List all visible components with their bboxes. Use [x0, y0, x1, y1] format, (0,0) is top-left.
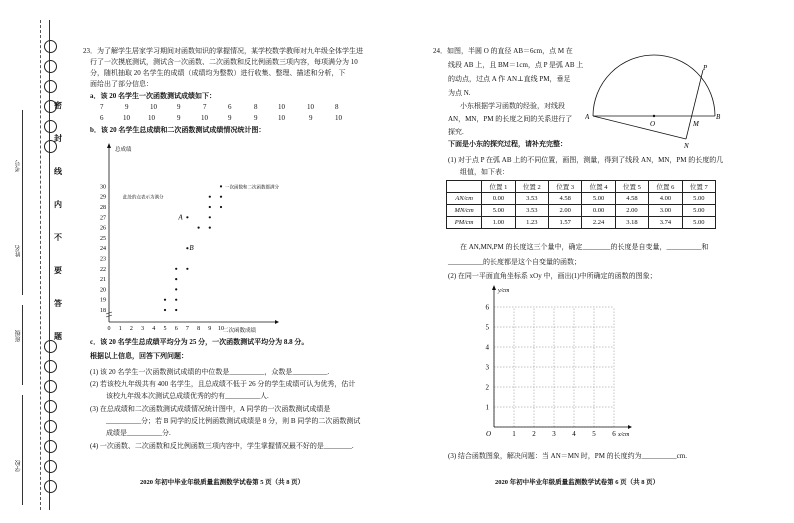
- table-cell: 3.00: [649, 205, 682, 217]
- score-cell: 6: [228, 103, 232, 111]
- x-tick-label: 5: [163, 326, 167, 332]
- data-point: [186, 216, 188, 218]
- label-N: N: [684, 142, 689, 150]
- y-tick-label: 29: [100, 194, 106, 201]
- y-axis-arrow: [492, 285, 496, 290]
- q24-intro-line: 探究.: [448, 128, 464, 136]
- data-point: [209, 227, 211, 229]
- data-point: [175, 268, 177, 270]
- y-axis-arrow: [107, 143, 111, 148]
- data-point: [209, 206, 211, 208]
- chart-annotation: 此处的点表示为满分: [123, 194, 164, 200]
- table-cell: 5.00: [682, 217, 715, 229]
- data-point: [175, 288, 177, 290]
- binding-hole: [44, 380, 57, 393]
- table-header-row: [447, 181, 716, 193]
- q23-part-a-title: a．该 20 名学生一次函数测试成绩如下：: [90, 92, 216, 100]
- q24-step-1: (1) 对于点 P 在弧 AB 上的不同位置，画图，测量，得到了线段 AN，MN，PM 的长度的几: [448, 156, 724, 164]
- data-point: [209, 216, 211, 218]
- binding-hole: [44, 420, 57, 433]
- table-header-cell: 位置 7: [682, 181, 715, 193]
- binding-hole: [44, 400, 57, 413]
- seal-char: 封: [54, 134, 62, 143]
- y-tick-label: 3: [485, 363, 489, 372]
- x-axis-arrow: [628, 425, 632, 429]
- table-cell: 2.00: [549, 205, 582, 217]
- data-point: [175, 309, 177, 311]
- q24-step-1-cont: 组值，如下表：: [460, 168, 509, 176]
- score-cell: 9: [228, 114, 232, 122]
- seal-char: 密: [54, 101, 62, 110]
- y-tick-label: 6: [485, 303, 489, 312]
- origin-label: O: [486, 430, 492, 438]
- x-tick-label: 10: [218, 326, 224, 332]
- table-cell: AN/cm: [447, 193, 482, 205]
- score-cell: 10: [278, 114, 285, 122]
- page-footer-right: 2020 年初中毕业年级质量监测数学试卷第 6 页（共 8 页）: [495, 479, 660, 486]
- y-tick-label: 2: [485, 383, 489, 392]
- name-line: [22, 225, 23, 295]
- table-header-cell: 位置 2: [515, 181, 548, 193]
- q24-intro-line: 的动点，过点 A 作 AN⊥直线 PM，垂足: [448, 75, 571, 83]
- q23-intro-line: 分，随机抽取 20 名学生的成绩（成绩均为整数）进行收集、整理、描述和分析，下: [90, 69, 346, 77]
- binding-hole: [44, 80, 57, 93]
- measurement-table: [446, 180, 716, 229]
- table-cell: 2.24: [582, 217, 615, 229]
- seal-char: 要: [54, 266, 62, 275]
- q23-part-b-title: b．该 20 名学生总成绩和二次函数测试成绩情况统计图：: [90, 126, 266, 134]
- name-label: 姓名: [16, 245, 22, 257]
- x-axis-arrow: [275, 320, 279, 324]
- table-cell: 2.00: [615, 205, 648, 217]
- seal-char: 答: [54, 299, 62, 308]
- q24-intro-line: 为点 N.: [448, 89, 471, 97]
- score-cell: 9: [125, 103, 129, 111]
- label-M: M: [693, 120, 699, 128]
- x-tick-label: 6: [174, 326, 178, 332]
- answer-title: 根据以上信息，回答下列问题：: [90, 352, 188, 360]
- seal-char: 内: [54, 200, 62, 209]
- binding-hole: [44, 120, 57, 133]
- table-cell: MN/cm: [447, 205, 482, 217]
- x-tick-label: 4: [152, 326, 156, 332]
- q24-step-1-fill: 在 AN,MN,PM 的长度这三个量中，确定________的长度是自变量，__________和: [460, 243, 709, 251]
- q24-intro-line: 线段 AB 上，且 BM＝1cm，点 P 是弧 AB 上: [448, 61, 584, 69]
- table-cell: 5.00: [682, 193, 715, 205]
- q24-intro-line: 小东根据学习函数的经验，对线段: [460, 102, 565, 110]
- y-axis-label: 总成绩: [115, 147, 132, 153]
- score-cell: 10: [201, 114, 208, 122]
- y-tick-label: 20: [100, 287, 106, 294]
- x-tick-label: 2: [532, 430, 536, 438]
- score-cell: 9: [177, 114, 181, 122]
- x-axis-label: x/cm: [618, 432, 630, 438]
- point-label-A: A: [178, 213, 183, 222]
- q23-part-c-text: c．该 20 名学生总成绩平均分为 25 分，一次函数测试平均分为 8.8 分。: [90, 338, 309, 346]
- table-cell: 5.00: [482, 205, 515, 217]
- data-point: [220, 206, 222, 208]
- y-tick-label: 19: [100, 297, 106, 304]
- q24-step-2: (2) 在同一平面直角坐标系 xOy 中，画出(1)中所确定的函数的图象；: [448, 272, 657, 280]
- class-line: [22, 305, 23, 385]
- data-point: [175, 278, 177, 280]
- table-cell: 4.58: [549, 193, 582, 205]
- table-cell: PM/cm: [447, 217, 482, 229]
- binding-dashed-line: [40, 20, 41, 510]
- x-tick-label: 8: [197, 326, 201, 332]
- x-axis-label: 二次函数成绩: [223, 328, 257, 334]
- process-title: 下面是小东的探究过程，请补充完整：: [448, 140, 567, 148]
- q23-intro-line: 面给出了部分信息：: [90, 80, 153, 88]
- score-cell: 10: [123, 114, 130, 122]
- score-cell: 8: [254, 103, 258, 111]
- binding-line: [49, 20, 50, 510]
- y-tick-label: 26: [100, 225, 106, 232]
- table-header-cell: 位置 6: [649, 181, 682, 193]
- binding-hole: [44, 60, 57, 73]
- coordinate-grid: [478, 282, 638, 442]
- table-row: [447, 193, 716, 205]
- q24-step-3: (3) 结合函数图象，解决问题：当 AN＝MN 时，PM 的长度约为__________cm.: [448, 452, 687, 460]
- q24-step-1-fill-cont: __________的长度都是这个自变量的函数；: [448, 258, 581, 266]
- y-tick-label: 25: [100, 235, 106, 242]
- semicircle-figure: [585, 40, 725, 150]
- score-cell: 10: [148, 114, 155, 122]
- y-tick-label: 21: [100, 277, 106, 284]
- label-O: O: [650, 120, 656, 128]
- data-point: [186, 247, 188, 249]
- binding-hole: [44, 480, 57, 493]
- score-cell: 7: [100, 103, 104, 111]
- x-tick-label: 0: [107, 326, 111, 332]
- table-row: [447, 205, 716, 217]
- score-cell: 7: [203, 103, 207, 111]
- y-tick-label: 30: [100, 184, 106, 191]
- data-point: [175, 299, 177, 301]
- y-tick-label: 24: [100, 246, 106, 253]
- q23-subquestion-3: (3) 在总成绩和二次函数测试成绩情况统计图中，A 同学的一次函数测试成绩是: [90, 405, 331, 413]
- x-tick-label: 7: [185, 326, 189, 332]
- x-tick-label: 6: [612, 430, 616, 438]
- x-tick-label: 5: [592, 430, 596, 438]
- q23-subquestion-2: (2) 若该校九年级共有 400 名学生，且总成绩不低于 26 分的学生成绩可认为优秀，估计: [90, 380, 356, 388]
- y-tick-label: 18: [100, 308, 106, 314]
- y-tick-label: 28: [100, 205, 106, 211]
- table-header-cell: 位置 1: [482, 181, 515, 193]
- school-label: 学校: [16, 460, 22, 472]
- x-tick-label: 1: [118, 326, 122, 332]
- table-cell: 3.18: [615, 217, 648, 229]
- label-B: B: [716, 113, 721, 121]
- table-cell: 1.23: [515, 217, 548, 229]
- q24-intro-line: 24．如图，半圆 O 的直径 AB＝6cm，点 M 在: [433, 47, 573, 55]
- q23-subquestion-3-cont: __________分；若 B 同学的反比例函数测试成绩是 8 分，则 B 同学的二次函数测试: [106, 417, 361, 425]
- score-cell: 6: [100, 114, 104, 122]
- page-footer-left: 2020 年初中毕业年级质量监测数学试卷第 5 页（共 8 页）: [140, 479, 305, 486]
- y-tick-label: 27: [100, 215, 106, 222]
- score-cell: 8: [335, 103, 339, 111]
- binding-hole: [44, 460, 57, 473]
- x-tick-label: 3: [552, 430, 556, 438]
- x-tick-label: 4: [572, 430, 576, 438]
- seal-char: 题: [54, 332, 62, 341]
- table-header-cell: 位置 5: [615, 181, 648, 193]
- table-cell: 1.57: [549, 217, 582, 229]
- data-point: [164, 299, 166, 301]
- binding-hole: [44, 40, 57, 53]
- label-A: A: [585, 113, 590, 121]
- data-point: [209, 196, 211, 198]
- y-axis-label: y/cm: [498, 288, 510, 294]
- table-cell: 3.53: [515, 205, 548, 217]
- table-cell: 1.00: [482, 217, 515, 229]
- data-point: [220, 185, 222, 187]
- y-tick-label: 5: [485, 323, 489, 332]
- table-cell: 4.00: [649, 193, 682, 205]
- data-point: [164, 309, 166, 311]
- score-cell: 9: [254, 114, 258, 122]
- school-line: [22, 395, 23, 505]
- table-header-cell: [447, 181, 482, 193]
- y-tick-label: 1: [485, 403, 489, 412]
- data-point: [220, 196, 222, 198]
- q23-intro-line: 行了一次摸底测试，测试含一次函数、二次函数和反比例函数三项内容，每项满分为 10: [90, 58, 358, 66]
- y-tick-label: 23: [100, 256, 106, 263]
- data-point: [186, 268, 188, 270]
- table-cell: 0.00: [482, 193, 515, 205]
- y-tick-label: 4: [485, 343, 489, 352]
- scatter-chart: [95, 140, 285, 335]
- table-cell: 3.74: [649, 217, 682, 229]
- exam-number-line: [22, 110, 23, 230]
- binding-hole: [44, 440, 57, 453]
- class-label: 班级: [16, 330, 22, 342]
- table-cell: 3.53: [515, 193, 548, 205]
- chart-annotation: 一次函数和二次函数都满分: [225, 184, 279, 190]
- seal-char: 不: [54, 233, 62, 242]
- data-point: [198, 227, 200, 229]
- table-header-cell: 位置 4: [582, 181, 615, 193]
- x-tick-label: 1: [512, 430, 516, 438]
- q23-subquestion-4: (4) 一次函数、二次函数和反比例函数三项内容中，学生掌握情况最不好的是________.: [90, 442, 354, 450]
- seal-char: 线: [54, 167, 62, 176]
- y-tick-label: 22: [100, 266, 106, 273]
- exam-number-label: 考号: [16, 160, 22, 172]
- label-P: P: [703, 64, 708, 72]
- table-cell: 5.00: [682, 205, 715, 217]
- table-row: [447, 217, 716, 229]
- table-cell: 0.00: [582, 205, 615, 217]
- table-cell: 4.58: [615, 193, 648, 205]
- q24-intro-line: AN，MN，PM 的长度之间的关系进行了: [448, 115, 573, 123]
- score-cell: 10: [335, 114, 342, 122]
- q23-intro-line: 23．为了解学生居家学习期间对函数知识的掌握情况，某学校数学教师对九年级全体学生进: [83, 47, 363, 55]
- table-header-cell: 位置 3: [549, 181, 582, 193]
- x-tick-label: 3: [141, 326, 145, 332]
- q23-subquestion-3-cont: 成绩是__________分.: [106, 429, 171, 437]
- q23-subquestion-1: (1) 该 20 名学生一次函数测试成绩的中位数是__________，众数是__________.: [90, 368, 330, 376]
- point-label-B: B: [189, 244, 194, 253]
- table-cell: 5.00: [582, 193, 615, 205]
- score-cell: 10: [307, 103, 314, 111]
- score-cell: 10: [278, 103, 285, 111]
- score-cell: 9: [309, 114, 313, 122]
- binding-hole: [44, 360, 57, 373]
- q23-subquestion-2-cont: 该校九年级本次测试总成绩优秀的约有__________人.: [106, 392, 269, 400]
- score-cell: 9: [177, 103, 181, 111]
- x-tick-label: 9: [208, 326, 212, 332]
- score-cell: 10: [150, 103, 157, 111]
- x-tick-label: 2: [129, 326, 133, 332]
